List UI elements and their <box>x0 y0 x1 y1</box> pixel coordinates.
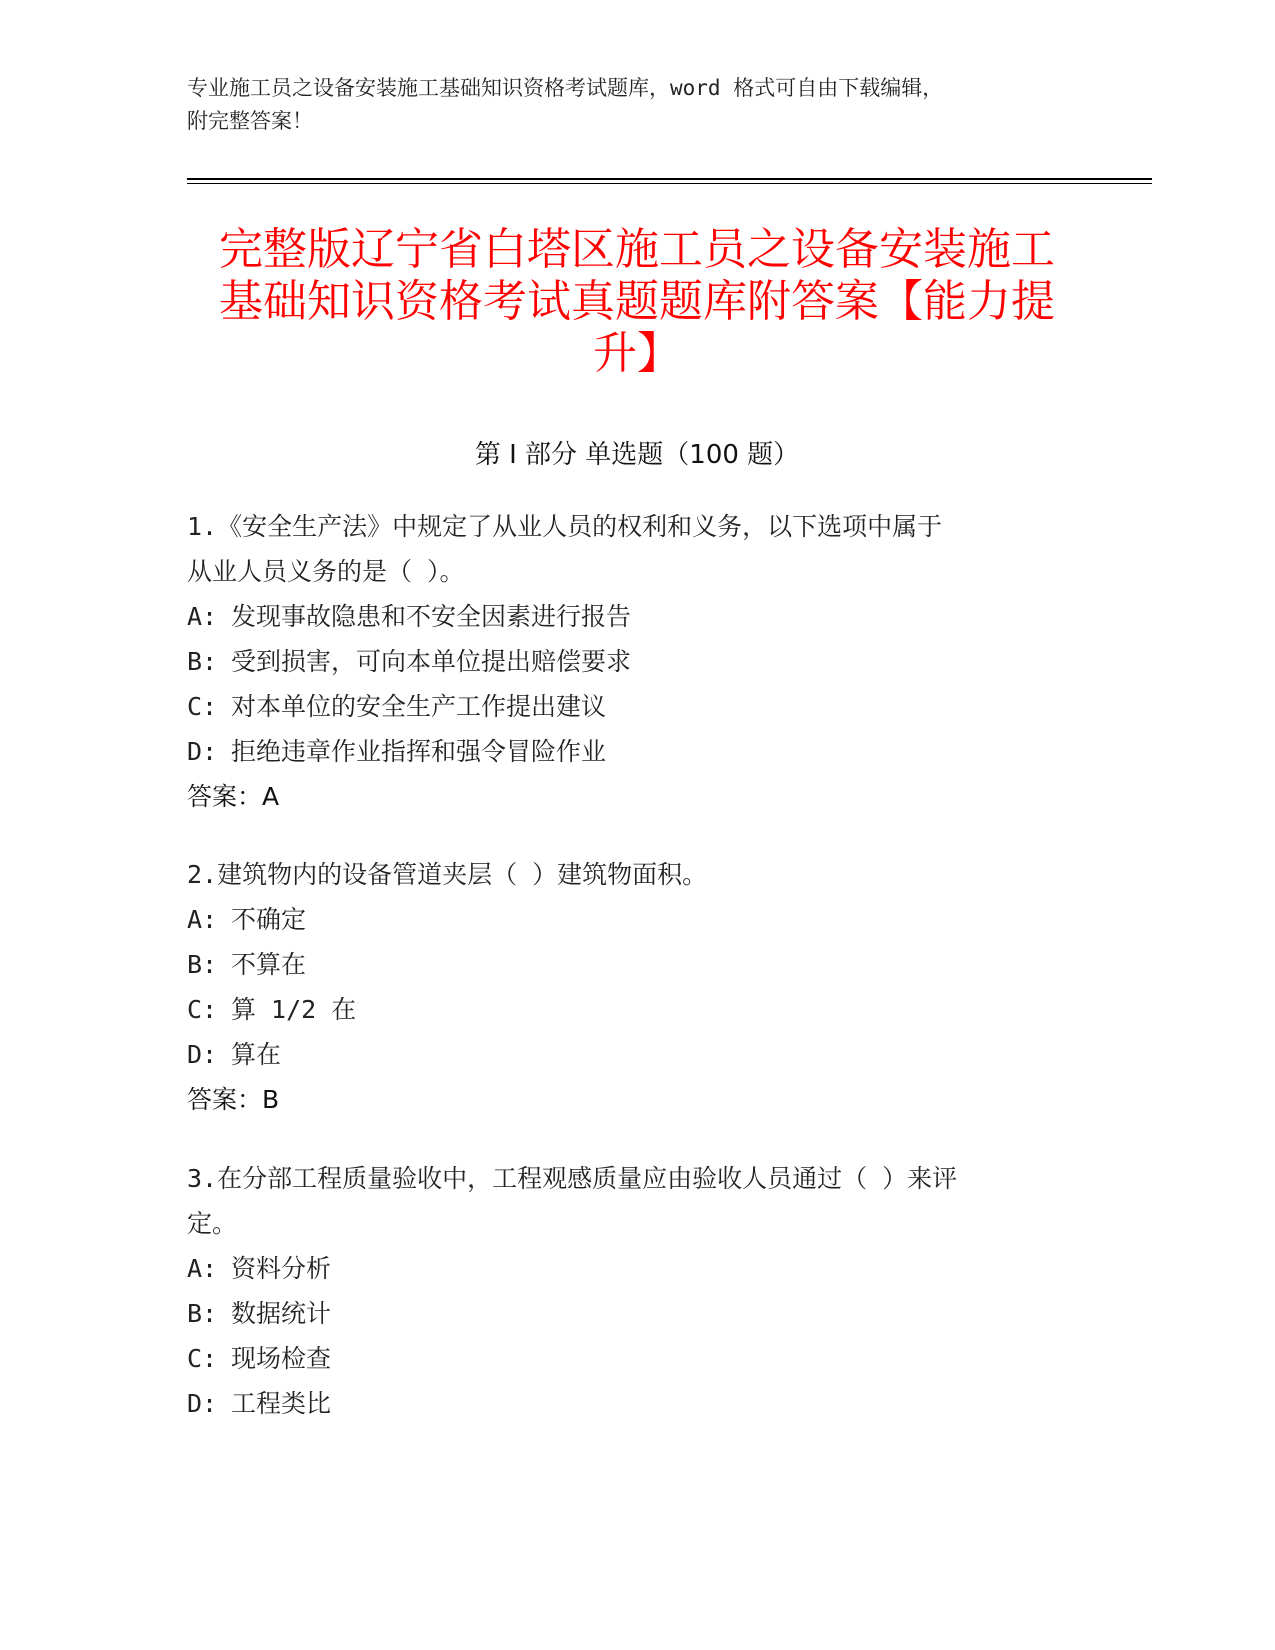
option-letter: C: <box>187 692 218 721</box>
header-divider-thick <box>187 178 1152 180</box>
option-text: 不确定 <box>231 905 307 934</box>
header-divider-thin <box>187 183 1152 184</box>
document-title-line-2: 基础知识资格考试真题题库附答案【能力提 <box>219 276 1055 327</box>
option-text: 对本单位的安全生产工作提出建议 <box>231 692 607 721</box>
option-text: 发现事故隐患和不安全因素进行报告 <box>231 602 632 631</box>
option-text: 拒绝违章作业指挥和强令冒险作业 <box>231 737 607 766</box>
option-text: 工程类比 <box>231 1389 332 1418</box>
question-1 <box>187 504 1087 819</box>
document-title <box>187 224 1087 380</box>
question-3 <box>187 1156 1087 1426</box>
option-c <box>187 684 1087 729</box>
question-stem-line-1: 2.建筑物内的设备管道夹层（ ）建筑物面积。 <box>187 860 708 889</box>
option-text: 受到损害，可向本单位提出赔偿要求 <box>231 647 632 676</box>
option-letter: D: <box>187 1040 218 1069</box>
option-letter: C: <box>187 995 218 1024</box>
option-text: 不算在 <box>231 950 307 979</box>
option-letter: A: <box>187 1254 218 1283</box>
option-a <box>187 1246 1087 1291</box>
answer-line: 答案：A <box>187 782 280 811</box>
question-stem-line-1: 1.《安全生产法》中规定了从业人员的权利和义务，以下选项中属于 <box>187 512 943 541</box>
question-stem-line-2: 从业人员义务的是（ ）。 <box>187 557 465 586</box>
option-d <box>187 1032 1087 1077</box>
question-stem-line-1: 3.在分部工程质量验收中，工程观感质量应由验收人员通过（ ）来评 <box>187 1164 958 1193</box>
option-c <box>187 1336 1087 1381</box>
option-text: 算在 <box>231 1040 282 1069</box>
option-letter: D: <box>187 1389 218 1418</box>
option-letter: A: <box>187 905 218 934</box>
document-title-line-3: 升】 <box>593 328 681 379</box>
option-text: 现场检查 <box>231 1344 332 1373</box>
answer-line: 答案：B <box>187 1085 280 1114</box>
option-text: 算 1/2 在 <box>231 995 357 1024</box>
option-letter: B: <box>187 950 218 979</box>
option-d <box>187 729 1087 774</box>
question-stem-line-2: 定。 <box>187 1209 238 1238</box>
question-2 <box>187 852 1087 1122</box>
document-title-line-1: 完整版辽宁省白塔区施工员之设备安装施工 <box>219 224 1055 275</box>
option-text: 资料分析 <box>231 1254 332 1283</box>
option-b <box>187 1291 1087 1336</box>
section-heading: 第 I 部分 单选题（100 题） <box>474 440 800 470</box>
option-a <box>187 897 1087 942</box>
header-note-line-1: 专业施工员之设备安装施工基础知识资格考试题库，word 格式可自由下载编辑， <box>187 76 944 100</box>
option-d <box>187 1381 1087 1426</box>
option-a <box>187 594 1087 639</box>
option-b <box>187 942 1087 987</box>
option-letter: A: <box>187 602 218 631</box>
option-letter: D: <box>187 737 218 766</box>
option-text: 数据统计 <box>231 1299 332 1328</box>
header-note <box>187 72 1067 138</box>
header-note-line-2: 附完整答案！ <box>187 109 313 133</box>
option-letter: B: <box>187 647 218 676</box>
option-letter: C: <box>187 1344 218 1373</box>
option-b <box>187 639 1087 684</box>
option-c <box>187 987 1087 1032</box>
option-letter: B: <box>187 1299 218 1328</box>
